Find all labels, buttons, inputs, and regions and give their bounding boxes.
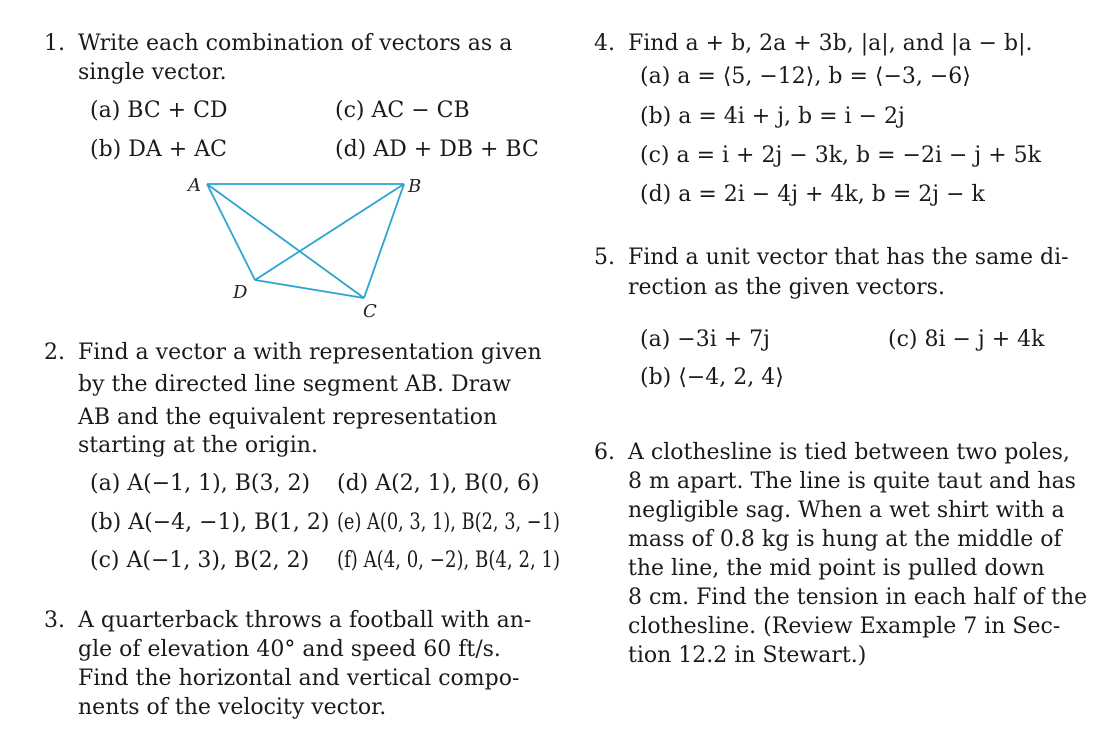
problem-5-line-2: rection as the given vectors. [628,275,945,300]
problem-3-line-4: nents of the velocity vector. [78,695,387,720]
figure-edges [207,184,404,298]
diagonal-ac [207,184,364,298]
problem-6-line-7: clothesline. (Review Example 7 in Sec- [628,614,1061,639]
problem-1-part-d: (d) AD + DB + BC [335,137,539,162]
problem-4-line-1: Find a + b, 2a + 3b, |a|, and |a − b|. [628,31,1033,56]
problem-3-line-3: Find the horizontal and vertical compo- [78,666,520,691]
problem-4-part-b: (b) a = 4i + j, b = i − 2j [640,104,905,129]
problem-2-part-d: (d) A(2, 1), B(0, 6) [337,471,540,496]
problem-6-line-1: A clothesline is tied between two poles, [628,440,1070,465]
problem-4-part-d: (d) a = 2i − 4j + 4k, b = 2j − k [640,182,985,207]
problem-5-part-c: (c) 8i − j + 4k [888,327,1045,352]
problem-2-part-c: (c) A(−1, 3), B(2, 2) [90,548,310,573]
problem-3-line-1: A quarterback throws a football with an- [78,608,532,633]
problem-1-part-b: (b) DA + AC [90,137,227,162]
problem-5-line-1: Find a unit vector that has the same di- [628,245,1069,270]
edge-cd [255,280,364,298]
problem-2-line-4: starting at the origin. [78,433,318,458]
problem-2-line-3: AB and the equivalent representation [78,405,498,430]
problem-6-line-4: mass of 0.8 kg is hung at the middle of [628,527,1062,552]
problem-1-part-c: (c) AC − CB [335,98,470,123]
vertex-label-d: D [233,282,248,303]
problem-2-number: 2. [44,340,65,365]
problem-1-line-1: Write each combination of vectors as a [78,31,513,56]
problem-3-line-2: gle of elevation 40° and speed 60 ft/s. [78,637,501,662]
problem-2-part-f: (f) A(4, 0, −2), B(4, 2, 1) [337,548,561,573]
problem-4-part-a: (a) a = ⟨5, −12⟩, b = ⟨−3, −6⟩ [640,64,971,89]
vertex-label-a: A [188,175,201,196]
problem-1-part-a: (a) BC + CD [90,98,228,123]
problem-6-line-5: the line, the mid point is pulled down [628,556,1045,581]
problem-5-part-b: (b) ⟨−4, 2, 4⟩ [640,365,784,390]
problem-2-part-e: (e) A(0, 3, 1), B(2, 3, −1) [337,510,560,535]
problem-2-part-b: (b) A(−4, −1), B(1, 2) [90,510,330,535]
problem-4-part-c: (c) a = i + 2j − 3k, b = −2i − j + 5k [640,143,1041,168]
edge-bc [364,184,404,298]
problem-6-number: 6. [594,440,615,465]
problem-5-number: 5. [594,245,615,270]
problem-2-part-a: (a) A(−1, 1), B(3, 2) [90,471,311,496]
problem-3-number: 3. [44,608,65,633]
problem-2-line-1: Find a vector a with representation given [78,340,542,365]
problem-6-line-3: negligible sag. When a wet shirt with a [628,498,1065,523]
quadrilateral-figure [180,170,430,325]
diagonal-bd [255,184,404,280]
problem-6-line-8: tion 12.2 in Stewart.) [628,643,867,668]
problem-1-line-2: single vector. [78,60,227,85]
problem-6-line-2: 8 m apart. The line is quite taut and has [628,469,1076,494]
problem-1-number: 1. [44,31,65,56]
problem-5-part-a: (a) −3i + 7j [640,327,770,352]
edge-da [207,184,255,280]
problem-2-line-2: by the directed line segment AB. Draw [78,372,512,397]
problem-6-line-6: 8 cm. Find the tension in each half of the [628,585,1088,610]
vertex-label-c: C [363,301,377,322]
vertex-label-b: B [408,176,422,197]
problem-4-number: 4. [594,31,615,56]
